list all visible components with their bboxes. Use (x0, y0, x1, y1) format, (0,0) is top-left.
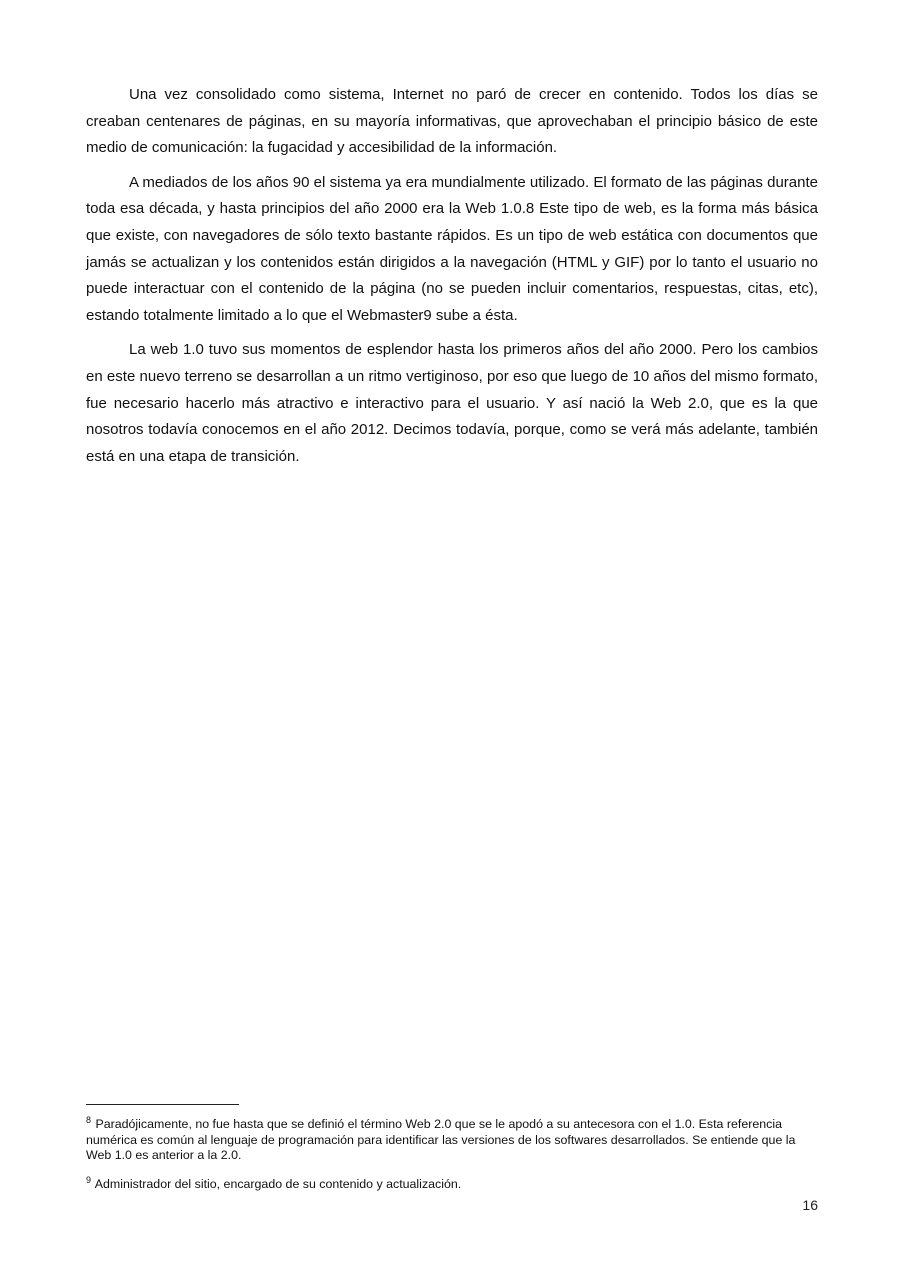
paragraph-2-text-c: sube a ésta. (431, 306, 518, 324)
paragraph-2-text-b: Este tipo de web, es la forma más básica que existe, con navegadores de sólo texto bastante rápidos. Es un tipo de web estática con documentos que jamás se actualizan y los contenidos están dirigidos a la navegación (HTML y GIF) por lo tanto el usuario no puede interactuar con el contenido de la página (no se pueden incluir comentarios, respuestas, citas, etc), estando totalmente limitado a lo que el Webmaster (86, 200, 818, 324)
footnote-ref-9[interactable]: 9 (423, 306, 432, 324)
paragraph-2-text-a: A mediados de los años 90 el sistema ya era mundialmente utilizado. El formato de las páginas durante toda esa década, y hasta principios del año 2000 era la Web 1.0. (86, 173, 818, 218)
footnote-8-mark: 8 (86, 1114, 92, 1125)
footnote-ref-8[interactable]: 8 (525, 200, 535, 218)
paragraph-1: Una vez consolidado como sistema, Internet no paró de crecer en contenido. Todos los días se creaban centenares de páginas, en su mayoría informativas, que aprovechaban el principio básico de este medio de comunicación: la fugacidad y accesibilidad de la información. (86, 86, 818, 157)
footnote-8 (86, 1114, 824, 1164)
footnote-9-text: Administrador del sitio, encargado de su contenido y actualización. (92, 1176, 462, 1191)
paragraph-3: La web 1.0 tuvo sus momentos de esplendor hasta los primeros años del año 2000. Pero los cambios en este nuevo terreno se desarrollan a un ritmo vertiginoso, por eso que luego de 10 años del mismo formato, fue necesario hacerlo más atractivo e interactivo para el usuario. Y así nació la Web 2.0, que es la que nosotros todavía conocemos en el año 2012. Decimos todavía, porque, como se verá más adelante, también está en una etapa de transición. (86, 341, 818, 465)
page-number: 16 (802, 1197, 818, 1213)
footnotes (86, 1114, 824, 1205)
paragraph-2 (86, 170, 818, 330)
footnote-9-mark: 9 (86, 1174, 92, 1185)
footnote-9 (86, 1174, 824, 1193)
body-text (86, 82, 818, 478)
footnote-separator (86, 1104, 239, 1105)
footnote-8-text: Paradójicamente, no fue hasta que se definió el término Web 2.0 que se le apodó a su antecesora con el 1.0. Esta referencia numérica es común al lenguaje de programación para identificar las versiones de los softwares desarrollados. Se entiende que la Web 1.0 es anterior a la 2.0. (86, 1117, 796, 1163)
